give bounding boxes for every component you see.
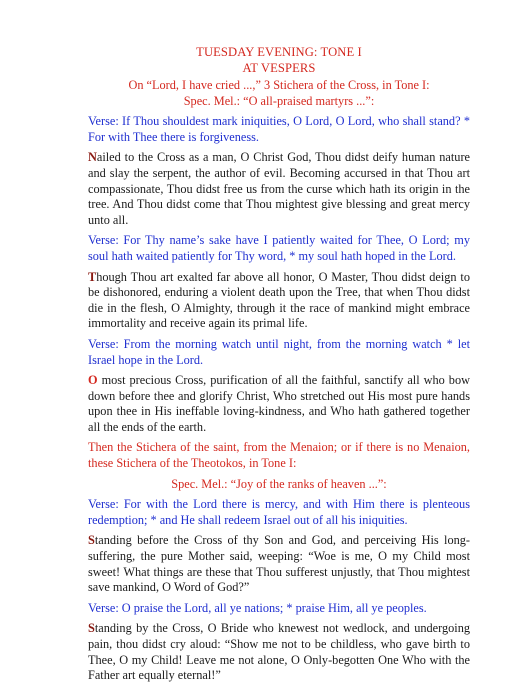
service-page bbox=[88, 44, 470, 684]
initial-letter: O bbox=[88, 373, 98, 388]
initial-letter: S bbox=[88, 533, 95, 548]
sticheron-body: most precious Cross, purification of all the faithful, sanctify all who bow down before thee and glorify Christ, Who stretched out His most pure hands upon thee in His ineffable loving-kindness, and Who hath gathered together all the ends of the earth. bbox=[88, 373, 470, 434]
service-subtitle: AT VESPERS bbox=[242, 61, 316, 75]
verse-text: Verse: If Thou shouldest mark iniquities, O Lord, O Lord, who shall stand? * For with Thee there is forgiveness. bbox=[88, 114, 470, 144]
sticheron-text bbox=[88, 270, 470, 332]
verse-text: Verse: For with the Lord there is mercy, and with Him there is plenteous redemption; * and He shall redeem Israel out of all his iniquities. bbox=[88, 497, 470, 527]
sticheron-body: ailed to the Cross as a man, O Christ God, Thou didst deify human nature and slay the serpent, the author of evil. Becoming accursed in that Thou art compassionate, Thou didst free us from the curse which hath its origin in the tree. And Thou didst come that Thou mightest give blessing and great mercy unto all. bbox=[88, 150, 470, 227]
service-title: TUESDAY EVENING: TONE I bbox=[196, 45, 362, 59]
verse-text: Verse: O praise the Lord, all ye nations; * praise Him, all ye peoples. bbox=[88, 600, 427, 615]
sticheron-text bbox=[88, 533, 470, 595]
sticheron-text bbox=[88, 150, 470, 228]
special-melody-heading: Spec. Mel.: “O all-praised martyrs ...”: bbox=[183, 93, 375, 108]
initial-letter: S bbox=[88, 621, 95, 636]
verse-text: Verse: For Thy name’s sake have I patiently waited for Thee, O Lord; my soul hath waited patiently for Thy word, * my soul hath hoped in the Lord. bbox=[88, 233, 470, 263]
sticheron-text bbox=[88, 373, 470, 435]
sticheron-body: hough Thou art exalted far above all honor, O Master, Thou didst deign to be dishonored, enduring a violent death upon the Tree, that when Thou didst die in the flesh, O Almighty, through it the race of mankind might embrace immortality and receive again its primal life. bbox=[88, 269, 470, 331]
initial-letter: N bbox=[88, 150, 97, 165]
sticheron-text bbox=[88, 621, 470, 683]
sticheron-body: tanding by the Cross, O Bride who knewest not wedlock, and undergoing pain, thou didst cry aloud: “Show me not to be childless, who gave birth to Thee, O my Child! Leave me not alone, O Only-begotten One Who with the Father art equally eternal!” bbox=[88, 621, 470, 683]
sticheron-body: tanding before the Cross of thy Son and God, and perceiving His long-suffering, the pure Mother said, weeping: “Woe is me, O my Child most sweet! What things are these that Thou sufferest unjustly, that Thou mightest save mankind, O Word of God?” bbox=[88, 533, 470, 595]
initial-letter: T bbox=[88, 269, 97, 284]
rubric-text: Then the Stichera of the saint, from the Menaion; or if there is no Menaion, these Stichera of the Theotokos, in Tone I: bbox=[88, 440, 470, 471]
special-melody-text: Spec. Mel.: “Joy of the ranks of heaven ...”: bbox=[171, 476, 387, 491]
verse-text: Verse: From the morning watch until night, from the morning watch * let Israel hope in the Lord. bbox=[88, 336, 470, 367]
rubric-heading: On “Lord, I have cried ...,” 3 Stichera of the Cross, in Tone I: bbox=[128, 78, 430, 92]
service-text bbox=[88, 114, 470, 684]
